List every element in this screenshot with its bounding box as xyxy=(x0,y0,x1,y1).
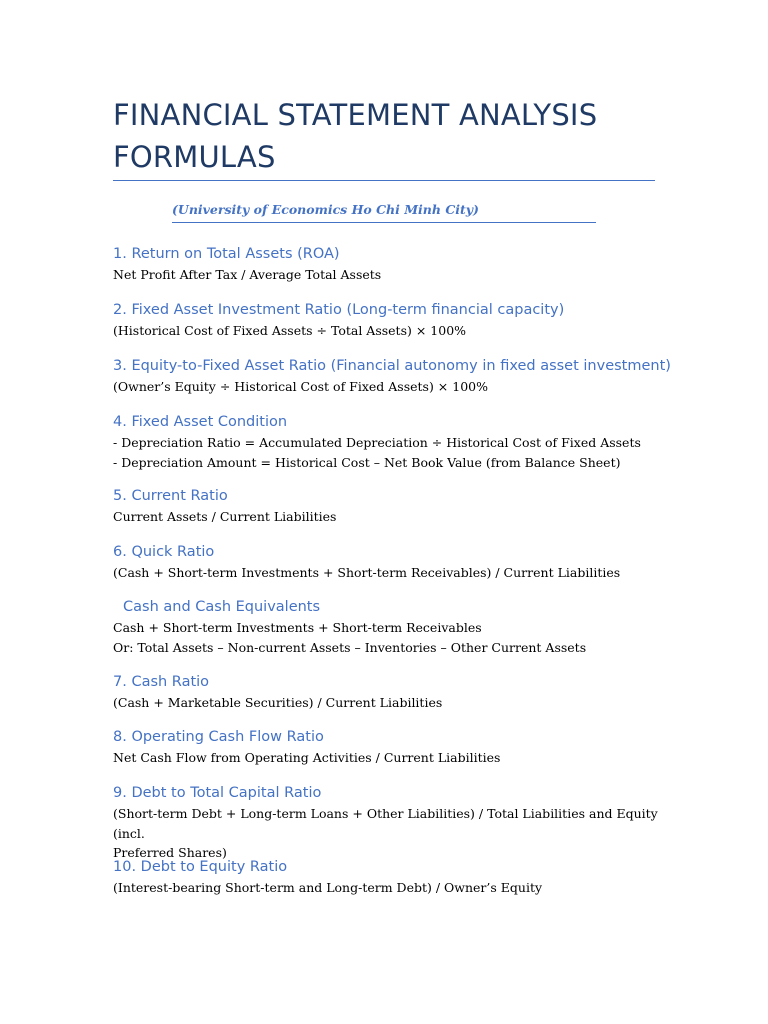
formula-line: (Historical Cost of Fixed Assets ÷ Total Assets) × 100% xyxy=(113,323,467,338)
subtitle-divider xyxy=(172,222,596,223)
section-quick-ratio xyxy=(113,542,673,583)
section-heading: 3. Equity-to-Fixed Asset Ratio (Financial autonomy in fixed asset investment) xyxy=(113,358,671,374)
section-heading: 6. Quick Ratio xyxy=(113,544,215,560)
section-debt-to-equity xyxy=(113,857,673,898)
formula-line: Current Assets / Current Liabilities xyxy=(113,509,337,524)
section-current-ratio xyxy=(113,486,673,527)
formula-line: (Interest-bearing Short-term and Long-term Debt) / Owner’s Equity xyxy=(113,880,543,895)
formula-line: (Cash + Short-term Investments + Short-term Receivables) / Current Liabilities xyxy=(113,565,621,580)
formula-line: (Cash + Marketable Securities) / Current Liabilities xyxy=(113,695,443,710)
section-heading: 5. Current Ratio xyxy=(113,488,228,504)
section-cash-and-equivalents xyxy=(113,597,673,657)
section-heading: 1. Return on Total Assets (ROA) xyxy=(113,246,340,262)
formula-line: Preferred Shares) xyxy=(113,845,227,860)
document-subtitle: (University of Economics Ho Chi Minh City) xyxy=(172,202,479,217)
formula-line: Net Profit After Tax / Average Total Assets xyxy=(113,267,382,282)
section-roa xyxy=(113,244,673,285)
section-heading: Cash and Cash Equivalents xyxy=(123,599,321,615)
section-equity-to-fixed-asset-ratio xyxy=(113,356,673,397)
section-cash-ratio xyxy=(113,672,673,713)
section-debt-to-total-capital xyxy=(113,783,673,863)
section-heading: 7. Cash Ratio xyxy=(113,674,210,690)
title-divider xyxy=(113,180,655,181)
formula-line: (Owner’s Equity ÷ Historical Cost of Fixed Assets) × 100% xyxy=(113,379,488,394)
section-fixed-asset-condition xyxy=(113,412,673,472)
formula-line: - Depreciation Amount = Historical Cost – Net Book Value (from Balance Sheet) xyxy=(113,454,621,470)
section-heading: 4. Fixed Asset Condition xyxy=(113,414,288,430)
formula-line: Cash + Short-term Investments + Short-term Receivables xyxy=(113,620,482,635)
section-heading: 2. Fixed Asset Investment Ratio (Long-term financial capacity) xyxy=(113,302,565,318)
section-heading: 9. Debt to Total Capital Ratio xyxy=(113,785,322,801)
formula-line: - Depreciation Ratio = Accumulated Depreciation ÷ Historical Cost of Fixed Assets xyxy=(113,435,641,450)
section-fixed-asset-investment-ratio xyxy=(113,300,673,341)
section-heading: 10. Debt to Equity Ratio xyxy=(113,859,288,875)
formula-line: (Short-term Debt + Long-term Loans + Other Liabilities) / Total Liabilities and Equity (incl. xyxy=(113,806,658,841)
section-heading: 8. Operating Cash Flow Ratio xyxy=(113,729,324,745)
formula-line: Net Cash Flow from Operating Activities / Current Liabilities xyxy=(113,750,501,765)
formula-line: Or: Total Assets – Non-current Assets – Inventories – Other Current Assets xyxy=(113,639,587,655)
section-operating-cash-flow-ratio xyxy=(113,727,673,768)
document-title: FINANCIAL STATEMENT ANALYSIS FORMULAS xyxy=(113,98,598,174)
